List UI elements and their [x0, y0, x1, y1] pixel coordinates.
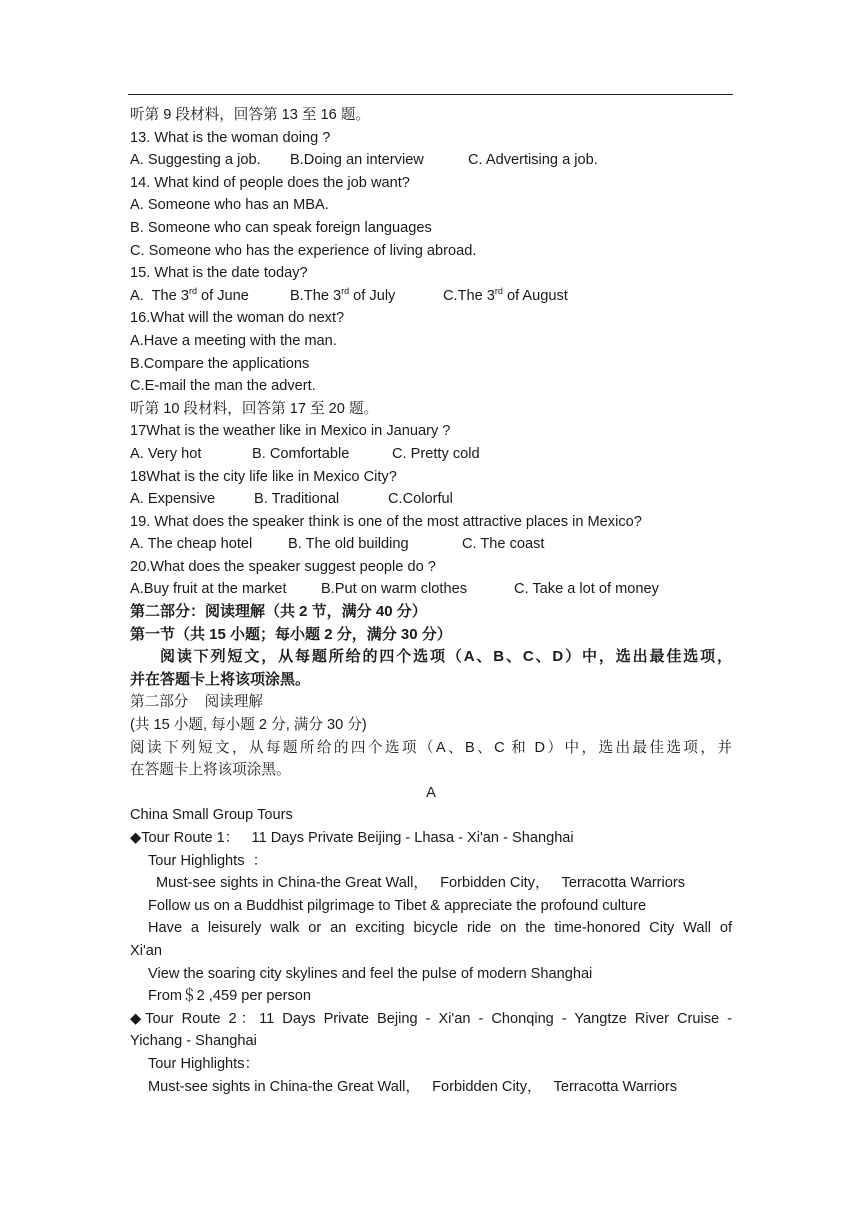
q13-option-b: B.Doing an interview — [290, 152, 424, 169]
q17-option-c: C. Pretty cold — [392, 445, 480, 462]
q20-options — [130, 578, 732, 601]
q14-option-b: B. Someone who can speak foreign languages — [130, 219, 432, 236]
q16-option-a: A.Have a meeting with the man. — [130, 332, 337, 349]
q18-question: 18What is the city life like in Mexico City? — [130, 468, 397, 485]
q20-question: 20.What does the speaker suggest people do ? — [130, 558, 436, 575]
q18-options — [130, 488, 732, 511]
route2-highlights-label: Tour Highlights： — [148, 1055, 260, 1072]
instructions-plain-line2: 在答题卡上将该项涂黑。 — [130, 762, 291, 779]
instructions-bold-line2: 并在答题卡上将该项涂黑。 — [130, 670, 311, 688]
route2-title-line1: ◆Tour Route 2：11 Days Private Bejing - Xi'an - Chonqing - Yangtze River Cruise - — [130, 1010, 732, 1027]
part2-plain-heading: 第二部分 阅读理解 — [130, 694, 263, 711]
q20-option-b: B.Put on warm clothes — [321, 581, 468, 598]
q18-option-c: C.Colorful — [388, 491, 453, 508]
q19-option-a: A. The cheap hotel — [130, 536, 253, 553]
instructions-bold-line1: 阅读下列短文，从每题所给的四个选项（A、B、C、D）中，选出最佳选项， — [160, 648, 732, 666]
q14-option-c: C. Someone who has the experience of living abroad. — [130, 242, 477, 259]
route1-title: ◆Tour Route 1： 11 Days Private Beijing - Lhasa - Xi'an - Shanghai — [130, 830, 574, 846]
section1-heading: 第一节（共 15 小题；每小题 2 分，满分 30 分） — [130, 625, 452, 643]
q16-option-c: C.E-mail the man the advert. — [130, 378, 316, 395]
instructions-plain-line1: 阅读下列短文，从每题所给的四个选项（A、B、C 和 D）中，选出最佳选项，并 — [130, 739, 732, 756]
route1-price: From＄2 ,459 per person — [148, 988, 312, 1005]
section10-header: 听第 10 段材料，回答第 17 至 20 题。 — [130, 400, 379, 417]
q13-question: 13. What is the woman doing ? — [130, 129, 331, 146]
part2-heading: 第二部分：阅读理解（共 2 节，满分 40 分） — [130, 603, 427, 621]
route2-highlight-1: Must-see sights in China-the Great Wall， Forbidden City， Terracotta Warriors — [148, 1078, 678, 1095]
q15-options — [130, 285, 732, 308]
q17-option-a: A. Very hot — [130, 445, 202, 462]
q15-question: 15. What is the date today? — [130, 265, 308, 282]
scoring-note: (共 15 小题, 每小题 2 分, 满分 30 分) — [130, 717, 367, 734]
q19-options — [130, 533, 732, 556]
header-rule — [128, 94, 733, 95]
route1-highlight-1: Must-see sights in China-the Great Wall， Forbidden City， Terracotta Warriors — [156, 875, 686, 892]
passage-letter: A — [426, 784, 436, 801]
q15-option-b: B.The 3rd of July — [290, 285, 396, 304]
q15-option-a: A. The 3rd of June — [130, 285, 249, 304]
q18-option-b: B. Traditional — [254, 491, 340, 508]
route2-title-line2: Yichang - Shanghai — [130, 1033, 257, 1050]
q20-option-a: A.Buy fruit at the market — [130, 581, 287, 598]
q14-question: 14. What kind of people does the job want? — [130, 174, 410, 191]
q17-option-b: B. Comfortable — [252, 445, 350, 462]
q13-options — [130, 149, 732, 172]
q16-option-b: B.Compare the applications — [130, 355, 310, 372]
q18-option-a: A. Expensive — [130, 491, 216, 508]
q20-option-c: C. Take a lot of money — [514, 581, 659, 598]
q17-options — [130, 443, 732, 466]
q19-question: 19. What does the speaker think is one of the most attractive places in Mexico? — [130, 513, 642, 530]
route1-highlights-label: Tour Highlights ： — [148, 852, 268, 869]
route1-highlight-2: Follow us on a Buddhist pilgrimage to Tibet & appreciate the profound culture — [148, 897, 647, 914]
route1-highlight-3a: Have a leisurely walk or an exciting bicycle ride on the time-honored City Wall of — [148, 920, 732, 937]
q13-option-a: A. Suggesting a job. — [130, 152, 261, 169]
q19-option-b: B. The old building — [288, 536, 409, 553]
section9-header: 听第 9 段材料，回答第 13 至 16 题。 — [130, 107, 371, 123]
route1-highlight-4: View the soaring city skylines and feel the pulse of modern Shanghai — [148, 965, 593, 982]
q15-option-c: C.The 3rd of August — [443, 285, 568, 304]
q14-option-a: A. Someone who has an MBA. — [130, 197, 329, 214]
route1-highlight-3b: Xi'an — [130, 942, 162, 959]
q17-question: 17What is the weather like in Mexico in January ? — [130, 423, 451, 440]
passage-title: China Small Group Tours — [130, 807, 293, 824]
q19-option-c: C. The coast — [462, 536, 545, 553]
page-content — [130, 104, 732, 1098]
q16-question: 16.What will the woman do next? — [130, 310, 345, 327]
q13-option-c: C. Advertising a job. — [468, 152, 598, 169]
